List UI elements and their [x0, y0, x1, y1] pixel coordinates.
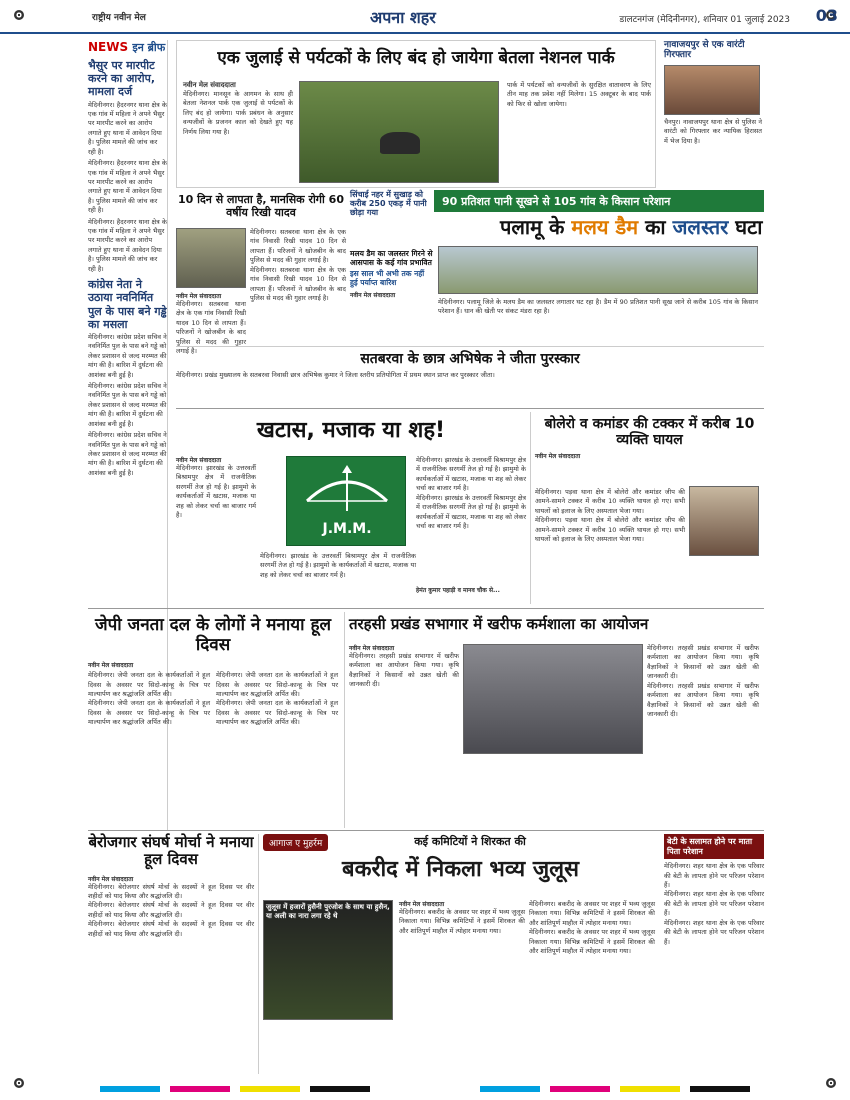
arrest-photo: [664, 65, 760, 115]
brief-text-1c: मेदिनीनगर। हैदरनगर थाना क्षेत्र के एक गांव में महिला ने अपने भैसुर पर मारपीट करने का आरोप लगाते हुए थाना में आवेदन दिया है। पुलिस मामले की जांच कर रही है।: [88, 217, 167, 273]
page-number: 03: [815, 6, 838, 25]
brief-text-2c: मेदिनीनगर। कांग्रेस प्रदेश सचिव ने नवनिर्मित पुल के पास बने गड्ढे को लेकर प्रशासन से जल्द मरम्मत की मांग की है। बारिश में दुर्घटना की आशंका बनी हुई है।: [88, 431, 167, 477]
color-bar-black: [310, 1086, 370, 1092]
berojgar-text-1: मेदिनीनगर। बेरोजगार संघर्ष मोर्चा के सदस्यों ने हूल दिवस पर वीर शहीदों को याद किया और श्रद्धांजलि दी।: [88, 882, 254, 900]
tarhasi-byline: नवीन मेल संवाददाता: [349, 645, 395, 652]
betla-text-1: मेदिनीनगर। मानसून के आगमन के साथ ही बेतला नेशनल पार्क एक जुलाई से पर्यटकों के लिए बंद हो जायेगा। पार्क प्रबंधन के अनुसार वन्यजीवों के प्रजनन काल को देखते हुए यह निर्णय लिया गया है।: [183, 90, 293, 136]
bakrid-text-3: मेदिनीनगर। बकरीद के अवसर पर शहर में भव्य जुलूस निकाला गया। विभिन्न कमिटियों ने इसमें शिरकत की और शांतिपूर्ण माहौल में त्योहार मनाया गया।: [529, 928, 655, 956]
rikhi-headline: 10 दिन से लापता है, मानसिक रोगी 60 वर्षीय रिखी यादव: [177, 193, 344, 219]
betla-byline: नवीन मेल संवाददाता: [183, 81, 236, 89]
safety-story: [664, 834, 764, 1074]
rikhi-text-2: मेदिनीनगर। सतबरवा थाना क्षेत्र के एक गांव निवासी रिखी यादव 10 दिन से लापता हैं। परिजनों ने खोजबीन के बाद पुलिस से मदद की गुहार लगाई है।: [250, 228, 346, 265]
jmm-text-3: मेदिनीनगर। झारखंड के उत्तरवर्ती बिश्रामपुर क्षेत्र में राजनीतिक सरगर्मी तेज हो गई है। झामुमो के कार्यकर्ताओं में खटास, मजाक या शह को लेकर चर्चा का बाजार गर्म है।: [416, 493, 526, 530]
color-bar-cyan-2: [480, 1086, 540, 1092]
bakrid-procession-photo: [263, 900, 393, 1020]
abhishek-text: मेदिनीनगर। प्रखंड मुख्यालय के सतबरवा निवासी छात्र अभिषेक कुमार ने जिला स्तरीय प्रतियोगिता में प्रथम स्थान प्राप्त कर पुरस्कार जीता।: [176, 371, 495, 380]
tarhasi-text-2: मेदिनीनगर। तरहसी प्रखंड सभागार में खरीफ कर्मशाला का आयोजन किया गया। कृषि वैज्ञानिकों ने किसानों को उन्नत खेती की जानकारी दी।: [647, 644, 759, 681]
jmm-caption: हेमंत कुमार पहाड़ी व मानव चौक से...: [416, 587, 500, 594]
jmm-byline: नवीन मेल संवाददाता: [176, 457, 222, 464]
bakrid-story: [258, 834, 658, 1074]
rikhi-byline: नवीन मेल संवाददाता: [176, 293, 222, 300]
jmm-text: मेदिनीनगर। झारखंड के उत्तरवर्ती बिश्रामपुर क्षेत्र में राजनीतिक सरगर्मी तेज हो गई है। झामुमो के कार्यकर्ताओं में खटास, मजाक या शह को लेकर चर्चा का बाजार गर्म है।: [176, 464, 256, 520]
malay-headline: [500, 216, 762, 239]
tarhasi-headline: तरहसी प्रखंड सभागार में खरीफ कर्मशाला का आयोजन: [349, 615, 649, 633]
bolero-text: मेदिनीनगर। पड़वा थाना क्षेत्र में बोलेरो और कमांडर जीप की आमने-सामने टक्कर में करीब 10 व्यक्ति घायल हो गए। सभी घायलों को इलाज के लिए अस्पताल भेजा गया।: [535, 488, 685, 515]
news-tag-label: NEWS: [88, 40, 129, 54]
safety-text-1: मेदिनीनगर। शहर थाना क्षेत्र के एक परिवार की बेटी के लापता होने पर परिजन परेशान हैं।: [664, 862, 764, 890]
betla-headline: एक जुलाई से पर्यटकों के लिए बंद हो जायेगा बेतला नेशनल पार्क: [217, 48, 615, 68]
hool-text-3: मेदिनीनगर। जेपी जनता दल के कार्यकर्ताओं ने हूल दिवस के अवसर पर सिदो-कान्हू के चित्र पर माल्यार्पण कर श्रद्धांजलि अर्पित की।: [216, 671, 338, 698]
bakrid-text-1: मेदिनीनगर। बकरीद के अवसर पर शहर में भव्य जुलूस निकाला गया। विभिन्न कमिटियों ने इसमें शिरकत की और शांतिपूर्ण माहौल में त्योहार मनाया गया।: [399, 908, 525, 935]
malay-dam-photo: [438, 246, 758, 294]
rikhi-text-3: मेदिनीनगर। सतबरवा थाना क्षेत्र के एक गांव निवासी रिखी यादव 10 दिन से लापता हैं। परिजनों ने खोजबीन के बाद पुलिस से मदद की गुहार लगाई है।: [250, 265, 346, 302]
bakrid-photo-caption: जुलूस में हजारों हुसैनी पुरजोश के साथ या हुसैन, या अली का नारा लगा रहे थे: [266, 903, 390, 921]
section-divider: [88, 608, 764, 609]
section-title: अपना शहर: [370, 8, 436, 27]
dateline: डालटनगंज (मेदिनीनगर), शनिवार 01 जुलाई 2023: [619, 15, 790, 25]
news-tag-lang: इन ब्रीफ: [132, 41, 166, 54]
hool-byline: नवीन मेल संवाददाता: [88, 662, 134, 670]
malay-subhead-2: इस साल भी अभी तक नहीं हुई पर्याप्त बारिश: [350, 269, 425, 287]
jmm-story: [176, 412, 526, 604]
section-divider: [176, 408, 764, 409]
newspaper-name: राष्ट्रीय नवीन मेल: [92, 13, 146, 23]
safety-headline: बेटी के सलामत होने पर माता पिता परेशान: [664, 834, 764, 859]
malay-headline-d: जलस्तर: [672, 215, 729, 239]
tarhasi-text-3: मेदिनीनगर। तरहसी प्रखंड सभागार में खरीफ कर्मशाला का आयोजन किया गया। कृषि वैज्ञानिकों ने किसानों को उन्नत खेती की जानकारी दी।: [647, 681, 759, 718]
brief-text-2b: मेदिनीनगर। कांग्रेस प्रदेश सचिव ने नवनिर्मित पुल के पास बने गड्ढे को लेकर प्रशासन से जल्द मरम्मत की मांग की है। बारिश में दुर्घटना की आशंका बनी हुई है।: [88, 382, 167, 428]
malay-dam-story: [350, 214, 764, 344]
rikhi-photo: [176, 228, 246, 288]
bow-arrow-icon: [287, 461, 407, 521]
malay-subhead: मलय डैम का जलस्तर गिरने से आसपास के कई गांव प्रभावित: [350, 249, 433, 267]
malay-headline-a: पलामू के: [500, 215, 572, 239]
rikhi-story: [176, 193, 346, 356]
jmm-logo: [286, 456, 406, 546]
jmm-text-2: मेदिनीनगर। झारखंड के उत्तरवर्ती बिश्रामपुर क्षेत्र में राजनीतिक सरगर्मी तेज हो गई है। झामुमो के कार्यकर्ताओं में खटास, मजाक या शह को लेकर चर्चा का बाजार गर्म है।: [416, 456, 526, 493]
masthead: [0, 0, 850, 34]
berojgar-story: [88, 834, 254, 1074]
betla-story: [176, 40, 656, 188]
arrest-story: [664, 40, 762, 188]
malay-headline-b: मलय डैम: [571, 215, 639, 239]
malay-text: मेदिनीनगर। पलामू जिले के मलय डैम का जलस्तर लगातार घट रहा है। डैम में 90 प्रतिशत पानी सूख जाने से करीब 105 गांव के किसान परेशान हैं। धान की खेती पर संकट मंडरा रहा है।: [438, 298, 758, 316]
color-bar-black-2: [690, 1086, 750, 1092]
bolero-byline: नवीन मेल संवाददाता: [535, 453, 581, 461]
section-divider: [88, 830, 764, 831]
betla-text-2: पार्क में पर्यटकों को वन्यजीवों के सुरक्षित वातावरण के लिए तीन माह तक प्रवेश नहीं मिलेगा। 15 अक्टूबर के बाद पार्क को फिर से खोला जायेगा।: [507, 81, 651, 108]
brief-text-1b: मेदिनीनगर। हैदरनगर थाना क्षेत्र के एक गांव में महिला ने अपने भैसुर पर मारपीट करने का आरोप लगाते हुए थाना में आवेदन दिया है। पुलिस मामले की जांच कर रही है।: [88, 159, 167, 215]
hool-headline: जेपी जनता दल के लोगों ने मनाया हूल दिवस: [94, 615, 331, 655]
bakrid-byline: नवीन मेल संवाददाता: [399, 901, 445, 908]
hool-text-1: मेदिनीनगर। जेपी जनता दल के कार्यकर्ताओं ने हूल दिवस के अवसर पर सिदो-कान्हू के चित्र पर माल्यार्पण कर श्रद्धांजलि अर्पित की।: [88, 671, 210, 698]
color-bar-yellow-2: [620, 1086, 680, 1092]
arrest-headline: नावाजयपुर से एक वारंटी गिरफ्तार: [664, 40, 745, 61]
print-color-strip: [0, 1080, 850, 1100]
hool-text-2: मेदिनीनगर। जेपी जनता दल के कार्यकर्ताओं ने हूल दिवस के अवसर पर सिदो-कान्हू के चित्र पर माल्यार्पण कर श्रद्धांजलि अर्पित की।: [88, 699, 210, 727]
berojgar-byline: नवीन मेल संवाददाता: [88, 875, 134, 883]
brief-headline-1: भैसुर पर मारपीट करने का आरोप, मामला दर्ज: [88, 59, 156, 99]
malay-headline-c: का: [638, 215, 673, 239]
abhishek-story: [176, 346, 764, 406]
hool-story: [88, 612, 338, 828]
hool-text-4: मेदिनीनगर। जेपी जनता दल के कार्यकर्ताओं ने हूल दिवस के अवसर पर सिदो-कान्हू के चित्र पर माल्यार्पण कर श्रद्धांजलि अर्पित की।: [216, 699, 338, 727]
tarhasi-photo: [463, 644, 643, 754]
bolero-victim-photo: [689, 486, 759, 556]
brief-text-2: मेदिनीनगर। कांग्रेस प्रदेश सचिव ने नवनिर्मित पुल के पास बने गड्ढे को लेकर प्रशासन से जल्द मरम्मत की मांग की है। बारिश में दुर्घटना की आशंका बनी हुई है।: [88, 332, 167, 379]
color-bar-magenta: [170, 1086, 230, 1092]
arrest-text: चैनपुर। नावाजयपुर थाना क्षेत्र से पुलिस ने वारंटी को गिरफ्तार कर न्यायिक हिरासत में भेज दिया है।: [664, 117, 762, 145]
betla-photo: [299, 81, 499, 183]
bolero-story: [530, 412, 764, 604]
bakrid-text-2: मेदिनीनगर। बकरीद के अवसर पर शहर में भव्य जुलूस निकाला गया। विभिन्न कमिटियों ने इसमें शिरकत की और शांतिपूर्ण माहौल में त्योहार मनाया गया।: [529, 900, 655, 927]
brief-headline-2: कांग्रेस नेता ने उठाया नवनिर्मित पुल के पास बने गड्ढे का मसला: [88, 278, 167, 331]
rikhi-text: मेदिनीनगर। सतबरवा थाना क्षेत्र के एक गांव निवासी रिखी यादव 10 दिन से लापता हैं। परिजनों ने खोजबीन के बाद पुलिस से मदद की गुहार लगाई है।: [176, 300, 246, 356]
bakrid-headline: बकरीद में निकला भव्य जुलूस: [342, 857, 579, 882]
tarhasi-story: [344, 612, 764, 828]
jmm-logo-text: J.M.M.: [322, 521, 372, 537]
malay-byline: नवीन मेल संवाददाता: [350, 291, 396, 299]
brief-text-1: मेदिनीनगर। हैदरनगर थाना क्षेत्र के एक गांव में महिला ने अपने भैसुर पर मारपीट करने का आरोप लगाते हुए थाना में आवेदन दिया है। पुलिस मामले की जांच कर रही है।: [88, 100, 167, 156]
berojgar-text-3: मेदिनीनगर। बेरोजगार संघर्ष मोर्चा के सदस्यों ने हूल दिवस पर वीर शहीदों को याद किया और श्रद्धांजलि दी।: [88, 920, 254, 938]
committee-subhead: कई कमिटियों ने शिरकत की: [414, 835, 526, 849]
canal-headline: सिंचाई नहर में सुखाड़ को करीब 250 एकड़ में पानी छोड़ा गया: [350, 190, 427, 218]
berojgar-headline: बेरोजगार संघर्ष मोर्चा ने मनाया हूल दिवस: [88, 833, 254, 869]
abhishek-headline: सतबरवा के छात्र अभिषेक ने जीता पुरस्कार: [360, 351, 580, 367]
tarhasi-text: मेदिनीनगर। तरहसी प्रखंड सभागार में खरीफ कर्मशाला का आयोजन किया गया। कृषि वैज्ञानिकों ने किसानों को उन्नत खेती की जानकारी दी।: [349, 652, 459, 689]
farmers-banner-text: 90 प्रतिशत पानी सूखने से 105 गांव के किसान परेशान: [442, 195, 671, 208]
malay-headline-e: घटा: [728, 215, 763, 239]
berojgar-text-2: मेदिनीनगर। बेरोजगार संघर्ष मोर्चा के सदस्यों ने हूल दिवस पर वीर शहीदों को याद किया और श्रद्धांजलि दी।: [88, 901, 254, 919]
muharram-tag: आगाज ए मुहर्रम: [263, 834, 328, 851]
bolero-text-2: मेदिनीनगर। पड़वा थाना क्षेत्र में बोलेरो और कमांडर जीप की आमने-सामने टक्कर में करीब 10 व्यक्ति घायल हो गए। सभी घायलों को इलाज के लिए अस्पताल भेजा गया।: [535, 516, 685, 544]
jmm-text-4: मेदिनीनगर। झारखंड के उत्तरवर्ती बिश्रामपुर क्षेत्र में राजनीतिक सरगर्मी तेज हो गई है। झामुमो के कार्यकर्ताओं में खटास, मजाक या शह को लेकर चर्चा का बाजार गर्म है।: [260, 552, 416, 579]
color-bar-yellow: [240, 1086, 300, 1092]
color-bar-cyan: [100, 1086, 160, 1092]
jmm-headline: खटास, मजाक या शह!: [256, 418, 446, 443]
safety-text-2: मेदिनीनगर। शहर थाना क्षेत्र के एक परिवार की बेटी के लापता होने पर परिजन परेशान हैं।: [664, 890, 764, 918]
bolero-headline: बोलेरो व कमांडर की टक्कर में करीब 10 व्यक्ति घायल: [544, 416, 755, 449]
farmers-banner: [434, 190, 764, 212]
color-bar-magenta-2: [550, 1086, 610, 1092]
news-brief-tag: [88, 40, 167, 55]
safety-text-3: मेदिनीनगर। शहर थाना क्षेत्र के एक परिवार की बेटी के लापता होने पर परिजन परेशान हैं।: [664, 918, 764, 946]
